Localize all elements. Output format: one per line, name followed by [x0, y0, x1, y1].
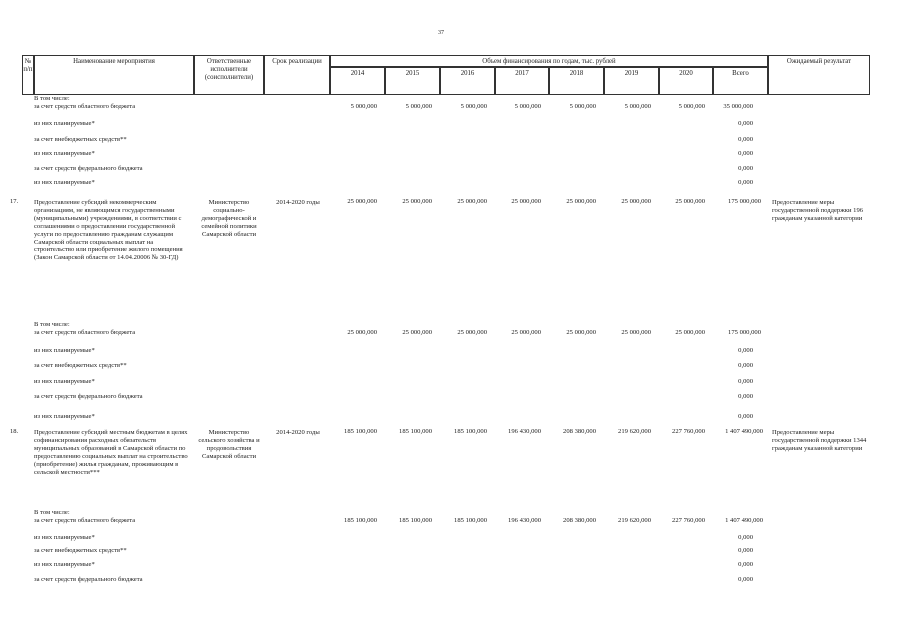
item-name: Предоставление субсидий некоммерческим организациям, не являющимся государственными (муниципальными) учреждениями, в соответствии с соглашениями о предоставлении государственной услуги по предоставлению гражданам служащим Самарской области социальных выплат на строительство или приобретение жилого помещения (Закон Самарской области от 14.04.20006 № 30-ГД): [34, 199, 183, 262]
cell-value: 185 100,000: [454, 517, 487, 524]
cell-value: 25 000,000: [675, 198, 705, 205]
cell-total: 175 000,000: [728, 329, 761, 336]
cell-value: 227 760,000: [672, 517, 705, 524]
item-responsible: Министерство социально-демографической и семейной политики Самарской области: [201, 199, 257, 238]
cell-value: 25 000,000: [675, 329, 705, 336]
row-label: за счет внебюджетных средств**: [34, 136, 127, 143]
row-label: из них планируемые*: [34, 378, 95, 385]
cell-value: 5 000,000: [405, 103, 432, 110]
cell-value: 185 100,000: [344, 517, 377, 524]
header-name: Наименование мероприятия: [34, 55, 194, 95]
header-year: 2019: [604, 67, 659, 95]
including-label: В том числе:: [34, 321, 70, 328]
cell-total: 175 000,000: [728, 198, 761, 205]
row-label: за счет средств федерального бюджета: [34, 576, 143, 583]
cell-total: 0,000: [738, 165, 753, 172]
cell-value: 25 000,000: [402, 198, 432, 205]
cell-value: 5 000,000: [678, 103, 705, 110]
cell-value: 5 000,000: [514, 103, 541, 110]
cell-value: 25 000,000: [402, 329, 432, 336]
cell-total: 0,000: [738, 576, 753, 583]
cell-value: 5 000,000: [569, 103, 596, 110]
cell-value: 25 000,000: [566, 198, 596, 205]
item-result: Предоставление меры государственной поддержки 196 гражданам указанной категории: [772, 199, 864, 222]
item-number: 18.: [10, 428, 19, 435]
row-label: из них планируемые*: [34, 534, 95, 541]
cell-total: 0,000: [738, 393, 753, 400]
item-name: Предоставление субсидий местным бюджетам в целях софинансирования расходных обязательств муниципальных образований в Самарской области по предоставлению социальных выплат на строительство (приобретение) жилья гражданам, проживающим в сельской местности***: [34, 429, 188, 476]
row-label: из них планируемые*: [34, 347, 95, 354]
cell-value: 185 100,000: [454, 428, 487, 435]
cell-total: 0,000: [738, 120, 753, 127]
item-number: 17.: [10, 198, 19, 205]
cell-value: 208 380,000: [563, 517, 596, 524]
table-header: [0, 55, 905, 95]
cell-value: 25 000,000: [457, 198, 487, 205]
header-resp: Ответственные исполнители (соисполнители): [194, 55, 264, 95]
cell-total: 0,000: [738, 561, 753, 568]
header-year: 2014: [330, 67, 385, 95]
cell-total: 0,000: [738, 547, 753, 554]
cell-value: 25 000,000: [347, 329, 377, 336]
cell-value: 185 100,000: [399, 428, 432, 435]
row-label: из них планируемые*: [34, 179, 95, 186]
cell-value: 5 000,000: [624, 103, 651, 110]
row-label: из них планируемые*: [34, 120, 95, 127]
cell-total: 0,000: [738, 179, 753, 186]
row-label: за счет средств областного бюджета: [34, 329, 136, 336]
cell-value: 185 100,000: [399, 517, 432, 524]
row-label: за счет средств областного бюджета: [34, 103, 136, 110]
header-result: Ожидаемый результат: [768, 55, 870, 95]
row-label: из них планируемые*: [34, 150, 95, 157]
item-term: 2014-2020 годы: [276, 429, 320, 436]
row-label: за счет внебюджетных средств**: [34, 362, 127, 369]
cell-value: 208 380,000: [563, 428, 596, 435]
header-year-total: Всего: [713, 67, 768, 95]
header-term: Срок реализации: [264, 55, 330, 95]
cell-value: 227 760,000: [672, 428, 705, 435]
cell-value: 196 430,000: [508, 517, 541, 524]
cell-value: 5 000,000: [460, 103, 487, 110]
cell-value: 25 000,000: [511, 198, 541, 205]
cell-value: 25 000,000: [511, 329, 541, 336]
cell-total: 0,000: [738, 534, 753, 541]
cell-total: 1 407 490,000: [725, 517, 763, 524]
including-label: В том числе:: [34, 509, 70, 516]
header-year: 2016: [440, 67, 495, 95]
cell-total: 1 407 490,000: [725, 428, 763, 435]
cell-total: 0,000: [738, 347, 753, 354]
cell-total: 0,000: [738, 136, 753, 143]
cell-total: 0,000: [738, 378, 753, 385]
cell-value: 219 620,000: [618, 428, 651, 435]
row-label: из них планируемые*: [34, 413, 95, 420]
header-year: 2018: [549, 67, 604, 95]
header-fin: Объем финансирования по годам, тыс. рублей: [330, 55, 768, 67]
row-label: за счет средств федерального бюджета: [34, 393, 143, 400]
cell-total: 35 000,000: [723, 103, 753, 110]
item-result: Предоставление меры государственной поддержки 1344 гражданам указанной категории: [772, 429, 867, 452]
row-label: за счет внебюджетных средств**: [34, 547, 127, 554]
cell-total: 0,000: [738, 150, 753, 157]
row-label: из них планируемые*: [34, 561, 95, 568]
cell-value: 5 000,000: [350, 103, 377, 110]
cell-total: 0,000: [738, 362, 753, 369]
header-year: 2017: [495, 67, 549, 95]
item-term: 2014-2020 годы: [276, 199, 320, 206]
cell-value: 25 000,000: [621, 329, 651, 336]
cell-value: 25 000,000: [566, 329, 596, 336]
cell-total: 0,000: [738, 413, 753, 420]
cell-value: 185 100,000: [344, 428, 377, 435]
including-label: В том числе:: [34, 95, 70, 102]
row-label: за счет средств федерального бюджета: [34, 165, 143, 172]
cell-value: 25 000,000: [621, 198, 651, 205]
cell-value: 25 000,000: [347, 198, 377, 205]
item-responsible: Министерство сельского хозяйства и продовольствия Самарской области: [198, 429, 260, 460]
page-number: 37: [438, 30, 444, 36]
cell-value: 25 000,000: [457, 329, 487, 336]
header-year: 2015: [385, 67, 440, 95]
cell-value: 219 620,000: [618, 517, 651, 524]
header-num: № п/п: [22, 55, 34, 95]
row-label: за счет средств областного бюджета: [34, 517, 136, 524]
cell-value: 196 430,000: [508, 428, 541, 435]
header-year: 2020: [659, 67, 713, 95]
